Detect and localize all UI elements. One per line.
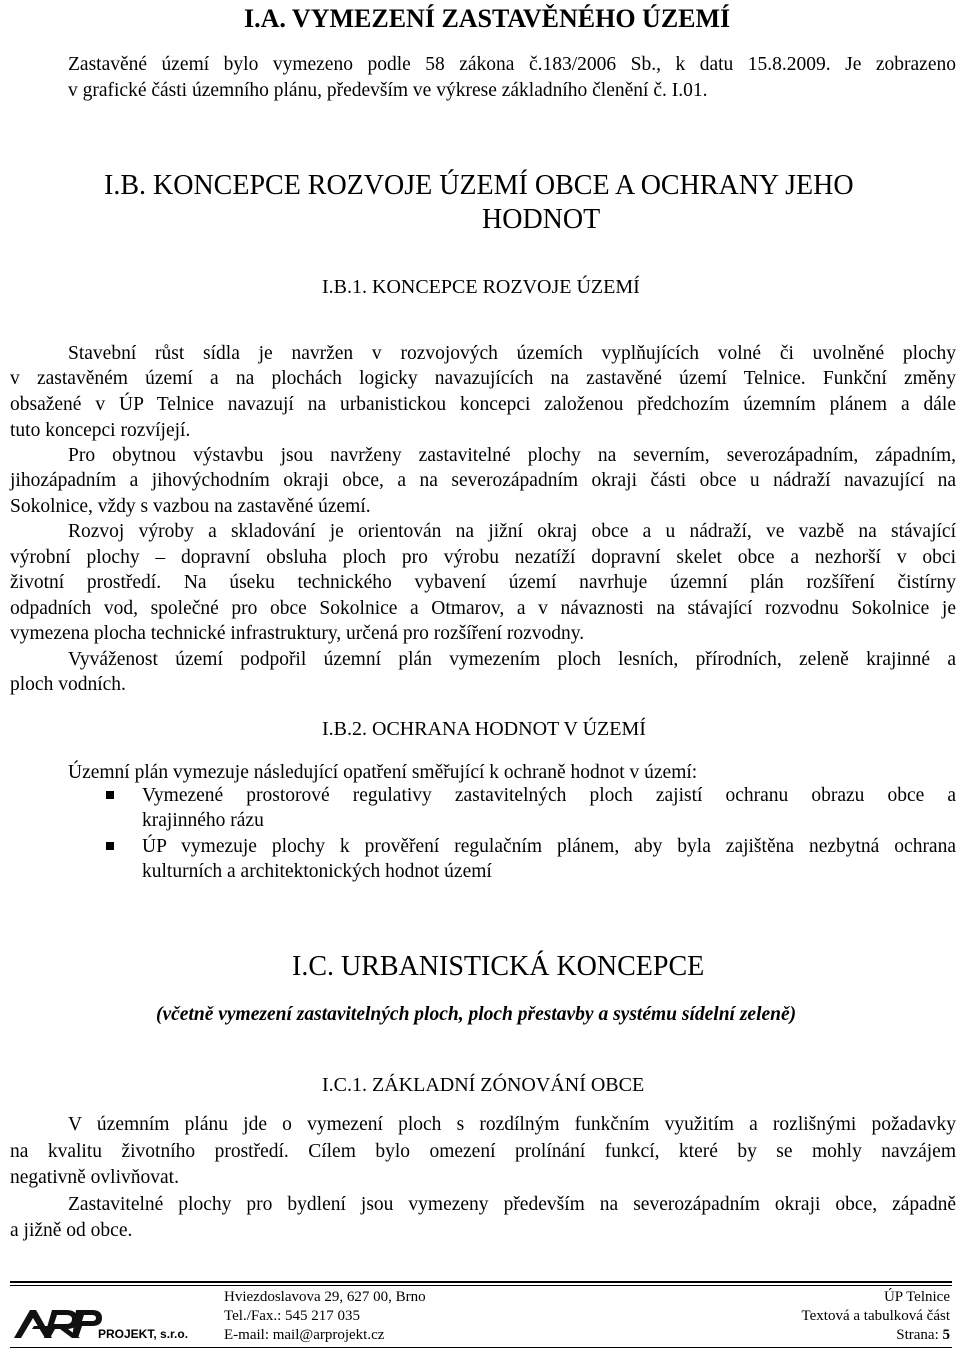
section-b-heading-line-2: HODNOT <box>482 204 601 235</box>
text-line: krajinného rázu <box>142 810 264 831</box>
text-line: a jižně od obce. <box>10 1220 133 1241</box>
text-line: V územním plánu jde o vymezení ploch s rozdílným funkčním využitím a rozlišnými požadavky <box>68 1114 956 1135</box>
text-line: odpadních vod, společné pro obce Sokolnice a Otmarov, a v návaznosti na stávající rozvodnu Sokolnice je <box>10 598 956 619</box>
text-line: na kvalitu životního prostředí. Cílem bylo omezení prolínání funkcí, které by se mohly navzájem <box>10 1141 956 1162</box>
text-line: vymezena plocha technické infrastruktury, určená pro rozšíření rozvodny. <box>10 623 585 644</box>
text-line: v zastavěném území a na plochách logicky navazujících na zastavěné území Telnice. Funkční změny <box>10 368 956 389</box>
text-line: Pro obytnou výstavbu jsou navrženy zastavitelné plochy na severním, severozápadním, západním, <box>68 445 956 466</box>
section-c-subtitle: (včetně vymezení zastavitelných ploch, ploch přestavby a systému sídelní zeleně) <box>156 1004 797 1025</box>
text-line: Sokolnice, vždy s vazbou na zastavěné území. <box>10 496 371 517</box>
logo-text: PROJEKT, s.r.o. <box>98 1327 189 1341</box>
text-line: ÚP vymezuje plochy k prověření regulačním plánem, aby byla zajištěna nezbytná ochrana <box>142 836 956 857</box>
text-line: životní prostředí. Na úseku technického vybavení území navrhuje územní plán rozšíření čistírny <box>10 572 956 593</box>
text-line: Zastavitelné plochy pro bydlení jsou vymezeny především na severozápadním okraji obce, západně <box>68 1194 956 1215</box>
company-logo <box>10 1298 220 1344</box>
footer-page-number <box>650 1326 950 1345</box>
text-line: jihozápadním a jihovýchodním okraji obce, a na severozápadním okraji části obce u nádraží navazující na <box>10 470 956 491</box>
square-bullet-icon <box>106 842 114 850</box>
text-line: kulturních a architektonických hodnot území <box>142 861 492 882</box>
paragraph-b2-intro: Územní plán vymezuje následující opatření směřující k ochraně hodnot v území: <box>68 762 698 783</box>
section-a-line-1: Zastavěné území bylo vymezeno podle 58 zákona č.183/2006 Sb., k datu 15.8.2009. Je zobrazeno <box>68 54 956 75</box>
text-line: Vymezené prostorové regulativy zastavitelných ploch zajistí ochranu obrazu obce a <box>142 785 956 806</box>
text-line: negativně ovlivňovat. <box>10 1167 179 1188</box>
footer-email: E-mail: mail@arprojekt.cz <box>224 1327 385 1343</box>
footer-document-name: ÚP Telnice <box>883 1289 950 1305</box>
section-a-heading: I.A. VYMEZENÍ ZASTAVĚNÉHO ÚZEMÍ <box>244 4 731 33</box>
footer-divider-top <box>10 1281 952 1283</box>
section-b-heading-line-1: I.B. KONCEPCE ROZVOJE ÚZEMÍ OBCE A OCHRANY JEHO <box>104 170 854 201</box>
section-c-heading: I.C. URBANISTICKÁ KONCEPCE <box>292 951 705 982</box>
subsection-b2-heading: I.B.2. OCHRANA HODNOT V ÚZEMÍ <box>322 718 646 740</box>
subsection-b1-heading: I.B.1. KONCEPCE ROZVOJE ÚZEMÍ <box>322 276 640 298</box>
text-line: ploch vodních. <box>10 674 126 695</box>
text-line: tuto koncepci rozvíjejí. <box>10 420 191 441</box>
text-line: Vyváženost území podpořil územní plán vymezením ploch lesních, přírodních, zeleně krajinné a <box>68 649 956 670</box>
footer-address: Hviezdoslavova 29, 627 00, Brno <box>224 1289 426 1305</box>
footer-divider-bottom <box>10 1347 952 1348</box>
text-line: Stavební růst sídla je navržen v rozvojových územích vyplňujících volné či uvolněné plochy <box>68 343 956 364</box>
footer-phone: Tel./Fax.: 545 217 035 <box>224 1308 361 1324</box>
subsection-c1-heading: I.C.1. ZÁKLADNÍ ZÓNOVÁNÍ OBCE <box>322 1074 645 1096</box>
page-label: Strana: <box>896 1327 943 1343</box>
square-bullet-icon <box>106 791 114 799</box>
text-line: obsažené v ÚP Telnice navazují na urbanistickou koncepci založenou předchozím územním plánem a dále <box>10 394 956 415</box>
page-number-value: 5 <box>942 1327 950 1343</box>
footer-divider-top-thin <box>10 1285 952 1286</box>
text-line: Rozvoj výroby a skladování je orientován na jižní okraj obce a u nádraží, ve vazbě na stávající <box>68 521 956 542</box>
footer-document-part: Textová a tabulková část <box>801 1308 950 1324</box>
text-line: výrobní plochy – dopravní obsluha ploch pro výrobu nezatíží dopravní skelet obce a nezhorší v obci <box>10 547 956 568</box>
section-a-line-2: v grafické části územního plánu, především ve výkrese základního členění č. I.01. <box>68 80 708 101</box>
